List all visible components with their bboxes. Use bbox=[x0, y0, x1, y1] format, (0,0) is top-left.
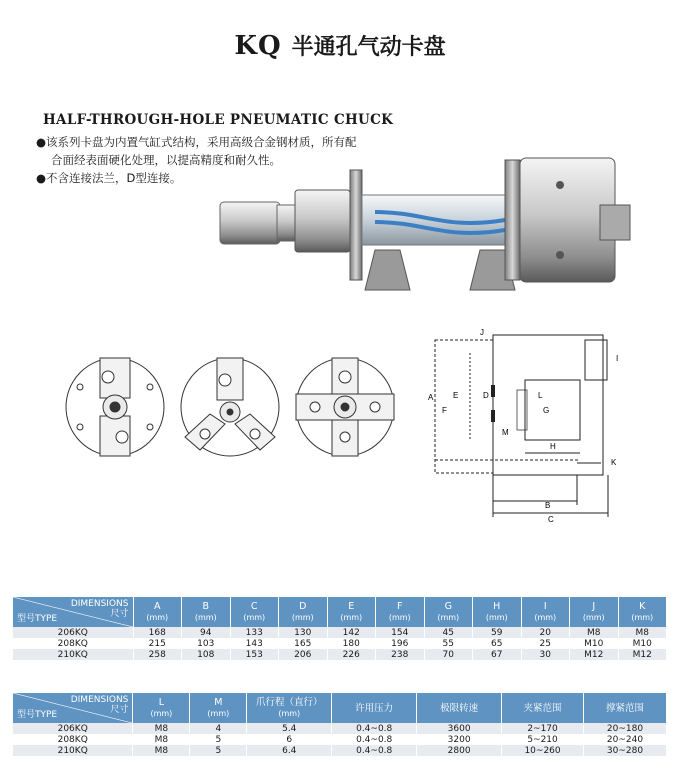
table-cell: 25 bbox=[521, 638, 570, 649]
table-row bbox=[13, 627, 667, 638]
table-cell: 168 bbox=[133, 627, 182, 638]
dimensions-table-1 bbox=[13, 597, 667, 660]
table-row bbox=[13, 734, 667, 745]
column-header: F (mm) bbox=[376, 597, 425, 627]
table-cell: M12 bbox=[570, 649, 619, 660]
table-cell: 94 bbox=[182, 627, 231, 638]
column-header: G (mm) bbox=[424, 597, 473, 627]
table-cell: 206 bbox=[279, 649, 328, 660]
bullet-line-1: ●该系列卡盘为内置气缸式结构，采用高级合金钢材质，所有配 bbox=[36, 135, 357, 149]
column-header: C (mm) bbox=[230, 597, 279, 627]
table-cell: 5 bbox=[190, 734, 247, 745]
cell-type: 208KQ bbox=[13, 734, 133, 745]
label-A: A bbox=[428, 393, 434, 402]
table-cell: 5 bbox=[190, 745, 247, 756]
cell-type: 210KQ bbox=[13, 745, 133, 756]
table-cell: 196 bbox=[376, 638, 425, 649]
header-dimensions: DIMENSIONS bbox=[70, 695, 129, 705]
table-cell: 258 bbox=[133, 649, 182, 660]
table-cell: M8 bbox=[133, 745, 190, 756]
column-header: K (mm) bbox=[618, 597, 667, 627]
table-cell: 0.4~0.8 bbox=[332, 734, 417, 745]
table-cell: 65 bbox=[473, 638, 522, 649]
face-view-three-jaw bbox=[181, 358, 279, 456]
column-header: M (mm) bbox=[190, 693, 247, 723]
table-row bbox=[13, 745, 667, 756]
label-E: E bbox=[453, 391, 459, 400]
column-header: 撑紧范围 bbox=[584, 693, 667, 723]
table-cell: 59 bbox=[473, 627, 522, 638]
table-cell: 165 bbox=[279, 638, 328, 649]
table-cell: 103 bbox=[182, 638, 231, 649]
header-type: 型号TYPE bbox=[17, 614, 58, 624]
label-D: D bbox=[483, 391, 489, 400]
table-cell: 143 bbox=[230, 638, 279, 649]
table-cell: 3600 bbox=[417, 723, 502, 734]
table-cell: 108 bbox=[182, 649, 231, 660]
header-size: 尺寸 bbox=[110, 609, 129, 619]
table-header-row bbox=[13, 693, 667, 723]
english-title: HALF-THROUGH-HOLE PNEUMATIC CHUCK bbox=[43, 112, 394, 128]
column-header: J (mm) bbox=[570, 597, 619, 627]
table-cell: 4 bbox=[190, 723, 247, 734]
table-cell: 5~210 bbox=[502, 734, 584, 745]
label-B: B bbox=[545, 501, 551, 510]
face-view-four-jaw bbox=[296, 358, 394, 456]
table-cell: 6 bbox=[247, 734, 332, 745]
table-cell: M12 bbox=[618, 649, 667, 660]
chuck-product-image bbox=[215, 150, 635, 300]
label-I: I bbox=[616, 354, 619, 363]
cell-type: 206KQ bbox=[13, 723, 133, 734]
table-cell: 10~260 bbox=[502, 745, 584, 756]
table-cell: 2800 bbox=[417, 745, 502, 756]
table-cell: M8 bbox=[570, 627, 619, 638]
table-cell: 20~240 bbox=[584, 734, 667, 745]
cell-type: 208KQ bbox=[13, 638, 133, 649]
column-header: 极限转速 bbox=[417, 693, 502, 723]
table-cell: 45 bbox=[424, 627, 473, 638]
table-cell: 70 bbox=[424, 649, 473, 660]
table-cell: 0.4~0.8 bbox=[332, 723, 417, 734]
table-cell: 154 bbox=[376, 627, 425, 638]
header-type: 型号TYPE bbox=[17, 710, 58, 720]
table-cell: 30~280 bbox=[584, 745, 667, 756]
table-cell: 3200 bbox=[417, 734, 502, 745]
title-name: 半通孔气动卡盘 bbox=[291, 35, 446, 60]
table-cell: 30 bbox=[521, 649, 570, 660]
table-cell: 20~180 bbox=[584, 723, 667, 734]
bullet-line-2: 合面经表面硬化处理，以提高精度和耐久性。 bbox=[51, 153, 281, 167]
header-dimensions: DIMENSIONS bbox=[70, 599, 129, 609]
column-header: 许用压力 bbox=[332, 693, 417, 723]
table-cell: 215 bbox=[133, 638, 182, 649]
header-corner bbox=[13, 693, 133, 723]
column-header: B (mm) bbox=[182, 597, 231, 627]
page-title bbox=[0, 30, 680, 61]
label-G: G bbox=[543, 406, 550, 415]
table-cell: 142 bbox=[327, 627, 376, 638]
column-header: L (mm) bbox=[133, 693, 190, 723]
table-cell: 153 bbox=[230, 649, 279, 660]
header-size: 尺寸 bbox=[110, 705, 129, 715]
cross-section-drawing bbox=[425, 325, 625, 525]
table-row bbox=[13, 723, 667, 734]
label-L: L bbox=[538, 391, 543, 400]
header-corner bbox=[13, 597, 133, 627]
table-header-row bbox=[13, 597, 667, 627]
column-header: D (mm) bbox=[279, 597, 328, 627]
table-cell: 5.4 bbox=[247, 723, 332, 734]
table-cell: 20 bbox=[521, 627, 570, 638]
table-cell: 6.4 bbox=[247, 745, 332, 756]
column-header: I (mm) bbox=[521, 597, 570, 627]
face-view-two-jaw bbox=[66, 358, 164, 456]
label-F: F bbox=[442, 406, 447, 415]
cell-type: 206KQ bbox=[13, 627, 133, 638]
table-cell: 133 bbox=[230, 627, 279, 638]
column-header: A (mm) bbox=[133, 597, 182, 627]
cell-type: 210KQ bbox=[13, 649, 133, 660]
label-K: K bbox=[611, 458, 617, 467]
table-cell: M10 bbox=[570, 638, 619, 649]
table-cell: M8 bbox=[133, 734, 190, 745]
title-model: KQ bbox=[234, 31, 282, 61]
table-row bbox=[13, 638, 667, 649]
table-cell: 2~170 bbox=[502, 723, 584, 734]
table-cell: M8 bbox=[133, 723, 190, 734]
table-cell: 130 bbox=[279, 627, 328, 638]
column-header: 爪行程（直行） (mm) bbox=[247, 693, 332, 723]
table-cell: M10 bbox=[618, 638, 667, 649]
table-cell: 238 bbox=[376, 649, 425, 660]
chuck-face-views bbox=[60, 352, 400, 462]
label-C: C bbox=[548, 515, 554, 524]
table-cell: M8 bbox=[618, 627, 667, 638]
column-header: 夹紧范围 bbox=[502, 693, 584, 723]
column-header: E (mm) bbox=[327, 597, 376, 627]
label-M: M bbox=[502, 428, 509, 437]
dimensions-table-2 bbox=[13, 693, 667, 756]
label-J: J bbox=[480, 328, 484, 337]
bullet-line-3: ●不含连接法兰，D型连接。 bbox=[36, 171, 182, 185]
column-header: H (mm) bbox=[473, 597, 522, 627]
table-cell: 55 bbox=[424, 638, 473, 649]
table-row bbox=[13, 649, 667, 660]
table-cell: 226 bbox=[327, 649, 376, 660]
table-cell: 0.4~0.8 bbox=[332, 745, 417, 756]
table-cell: 67 bbox=[473, 649, 522, 660]
label-H: H bbox=[550, 442, 556, 451]
table-cell: 180 bbox=[327, 638, 376, 649]
